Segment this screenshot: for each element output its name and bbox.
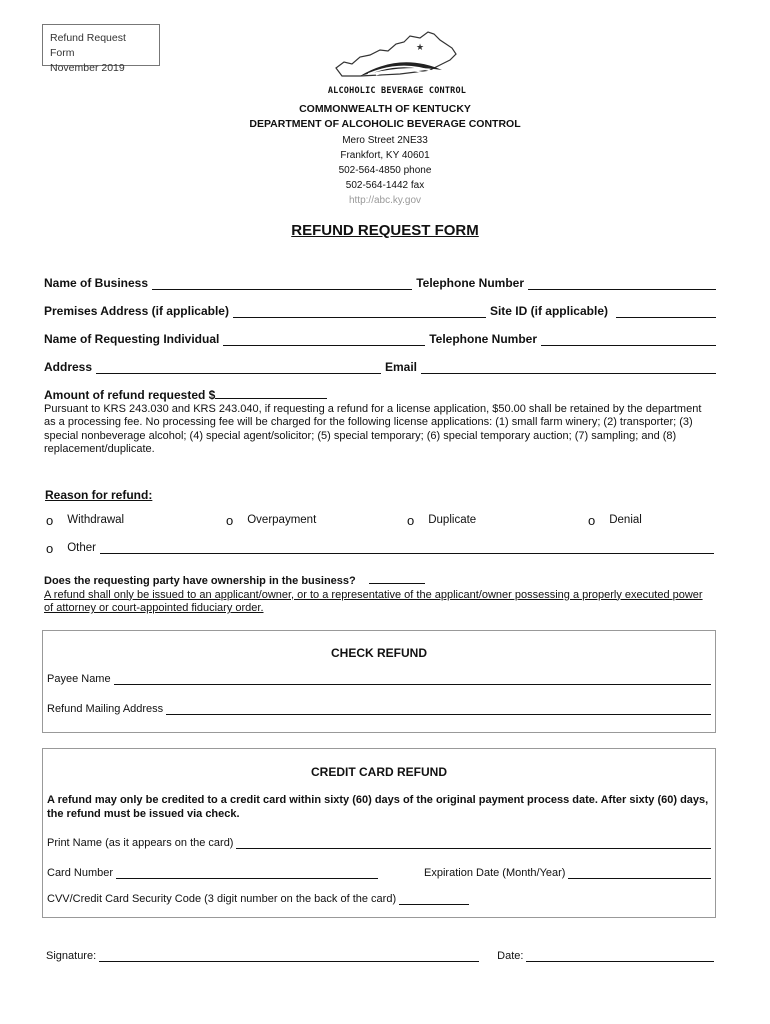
org-phone: 502-564-4850 phone: [338, 165, 432, 176]
radio-label: Withdrawal: [67, 514, 125, 526]
radio-circle-icon: o: [407, 512, 415, 528]
telephone-label-1: Telephone Number: [416, 276, 524, 290]
requesting-individual-label: Name of Requesting Individual: [44, 332, 220, 346]
signature-label: Signature:: [46, 950, 97, 962]
org-fax: 502-564-1442 fax: [345, 180, 425, 191]
ownership-question: Does the requesting party have ownership in the business?: [44, 575, 356, 587]
org-city: Frankfort, KY 40601: [340, 150, 430, 161]
org-line-1: COMMONWEALTH OF KENTUCKY: [299, 103, 471, 115]
amount-section: [44, 387, 714, 457]
form-name: Refund Request Form: [50, 32, 126, 59]
signature-row: [46, 950, 714, 962]
org-website-link[interactable]: http://abc.ky.gov: [348, 195, 422, 206]
print-name-label: Print Name (as it appears on the card): [47, 837, 234, 849]
radio-overpayment[interactable]: [226, 514, 316, 526]
radio-withdrawal[interactable]: [46, 514, 124, 526]
signature-field[interactable]: [99, 951, 479, 962]
radio-label: Overpayment: [247, 514, 317, 526]
date-label: Date:: [497, 950, 524, 962]
radio-duplicate[interactable]: [407, 514, 476, 526]
email-field[interactable]: [421, 362, 716, 374]
payee-row: [47, 673, 711, 685]
ownership-note: A refund shall only be issued to an applicant/owner, or to a representative of the applicant/owner possessing a properly executed power of attorney or court-appointed fiduciary order.: [44, 588, 703, 614]
telephone-label-2: Telephone Number: [429, 332, 537, 346]
amount-label: Amount of refund requested $: [44, 388, 216, 402]
requesting-individual-field[interactable]: [223, 334, 425, 346]
amount-field[interactable]: [215, 387, 327, 399]
org-line-2: DEPARTMENT OF ALCOHOLIC BEVERAGE CONTROL: [249, 118, 521, 130]
credit-card-refund-title: CREDIT CARD REFUND: [311, 765, 447, 779]
card-number-label: Card Number: [47, 867, 114, 879]
expiration-label: Expiration Date (Month/Year): [424, 867, 566, 879]
check-refund-section: [42, 630, 716, 733]
reason-label: Reason for refund:: [45, 488, 153, 502]
card-number-field[interactable]: [116, 868, 378, 879]
ownership-section: [44, 572, 714, 616]
mailing-label: Refund Mailing Address: [47, 703, 164, 715]
payee-label: Payee Name: [47, 673, 111, 685]
telephone-field-1[interactable]: [528, 278, 716, 290]
premises-address-label: Premises Address (if applicable): [44, 304, 229, 318]
radio-other[interactable]: [46, 542, 714, 554]
radio-label: Duplicate: [428, 514, 477, 526]
payee-field[interactable]: [114, 674, 711, 685]
print-name-row: [47, 837, 711, 849]
amount-row: [44, 387, 714, 403]
check-refund-title: CHECK REFUND: [331, 646, 427, 660]
ownership-answer-field[interactable]: [369, 572, 425, 584]
radio-circle-icon: o: [46, 512, 54, 528]
svg-text:★: ★: [416, 43, 425, 53]
credit-card-notice: A refund may only be credited to a credit card within sixty (60) days of the original payment process date. After sixty (60) days, the refund must be issued via check.: [47, 794, 709, 820]
business-name-label: Name of Business: [44, 276, 149, 290]
address-row: [44, 360, 716, 374]
business-name-field[interactable]: [152, 278, 412, 290]
mailing-field[interactable]: [166, 704, 711, 715]
radio-label: Other: [67, 542, 96, 554]
org-street: Mero Street 2NE33: [342, 135, 428, 146]
radio-denial[interactable]: [588, 514, 642, 526]
premises-row: [44, 304, 716, 318]
site-id-field[interactable]: [616, 306, 716, 318]
amount-policy-text: Pursuant to KRS 243.030 and KRS 243.040, if requesting a refund for a license application, $50.00 shall be retained by the department as a processing fee. No processing fee will be charged for the following license applications: (1) small farm winery; (2) transporter; (3) special nonbeverage alcohol; (4) special agent/solicitor; (5) special temporary; (6) special temporary auction; (7) sampling; and (8) replacement/duplicate.: [44, 402, 702, 455]
ownership-row: [44, 572, 714, 589]
cvv-label: CVV/Credit Card Security Code (3 digit number on the back of the card): [47, 893, 397, 905]
date-field[interactable]: [526, 951, 714, 962]
radio-circle-icon: o: [588, 512, 596, 528]
card-number-row: [47, 867, 711, 879]
business-row: [44, 276, 716, 290]
radio-circle-icon: o: [226, 512, 234, 528]
logo-text: ALCOHOLIC BEVERAGE CONTROL: [327, 86, 467, 96]
cvv-row: [47, 893, 711, 905]
radio-circle-icon: o: [46, 540, 54, 556]
form-version-box: [42, 24, 160, 74]
site-id-label: Site ID (if applicable): [489, 304, 608, 318]
premises-address-field[interactable]: [233, 306, 486, 318]
telephone-field-2[interactable]: [541, 334, 716, 346]
individual-row: [44, 332, 716, 346]
mailing-row: [47, 703, 711, 715]
credit-card-refund-section: [42, 748, 716, 918]
form-date: November 2019: [50, 62, 125, 74]
radio-label: Denial: [609, 514, 642, 526]
other-reason-field[interactable]: [100, 543, 714, 554]
expiration-field[interactable]: [568, 868, 711, 879]
address-field[interactable]: [96, 362, 381, 374]
address-label: Address: [44, 360, 93, 374]
cvv-field[interactable]: [399, 894, 469, 905]
email-label: Email: [384, 360, 417, 374]
page-title: REFUND REQUEST FORM: [291, 222, 479, 239]
print-name-field[interactable]: [236, 838, 711, 849]
